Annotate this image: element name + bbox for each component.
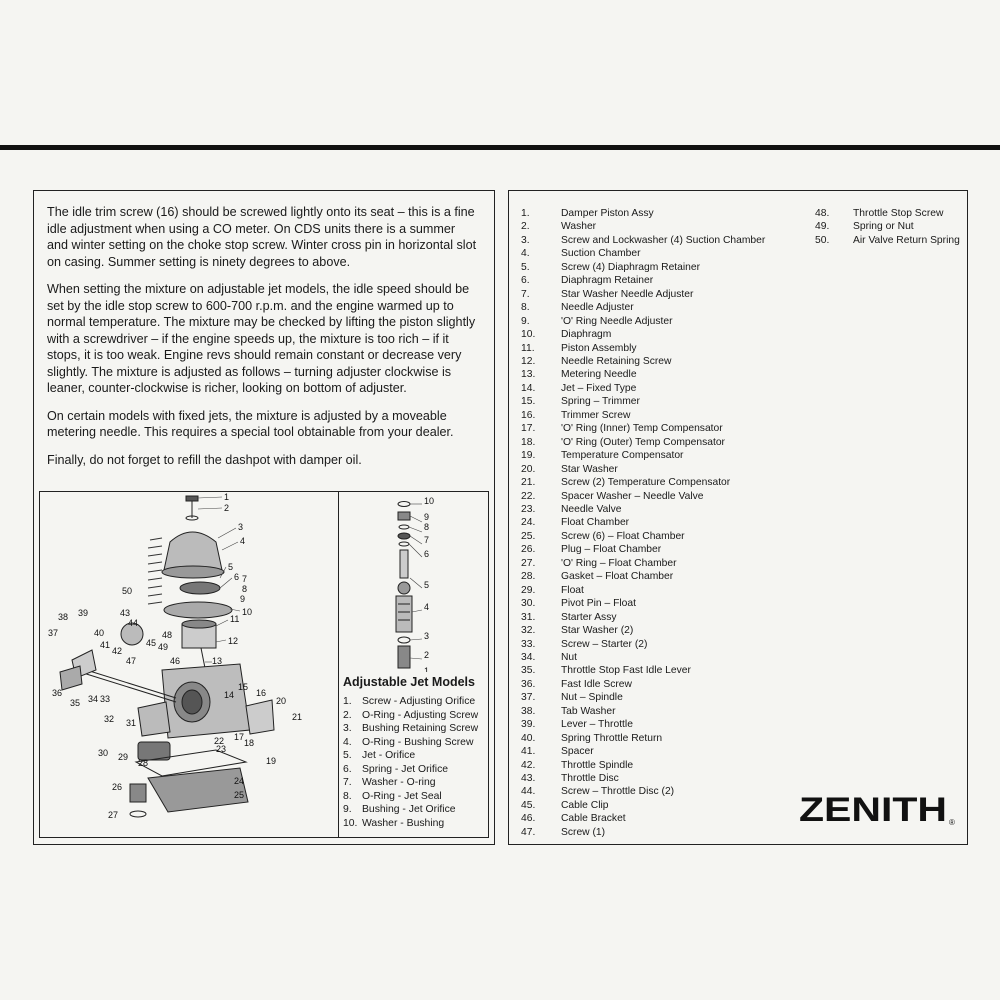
adjustable-jet-item <box>343 695 478 709</box>
part-description: 'O' Ring Needle Adjuster <box>561 315 673 327</box>
part-number: 12. <box>521 355 536 367</box>
callout-label: 7 <box>242 574 248 584</box>
part-number: 8. <box>521 302 530 314</box>
part-number: 34. <box>521 651 536 663</box>
parts-list-item <box>521 570 765 583</box>
part-description: Screw – Throttle Disc (2) <box>561 786 675 798</box>
parts-list-item <box>521 422 765 435</box>
parts-list-item <box>521 812 765 825</box>
part-number: 9. <box>521 315 530 327</box>
item-number: 9. <box>343 804 352 815</box>
part-description: Damper Piston Assy <box>561 208 654 219</box>
zenith-logo <box>799 787 959 829</box>
callout-label: 49 <box>158 642 169 652</box>
callout-label: 8 <box>242 584 248 594</box>
parts-list-item <box>521 436 765 449</box>
intro-text <box>47 204 479 479</box>
part-number: 35. <box>521 665 536 677</box>
part-description: 'O' Ring (Inner) Temp Compensator <box>561 423 723 435</box>
part-number: 19. <box>521 450 536 462</box>
part-number: 3. <box>521 234 530 246</box>
parts-list-item <box>521 301 765 314</box>
parts-list-item <box>521 328 765 341</box>
item-number: 3. <box>343 723 352 734</box>
parts-list-item <box>815 234 960 247</box>
callout-label: 40 <box>94 628 105 638</box>
parts-list-item <box>521 718 765 731</box>
callout-label: 18 <box>244 738 255 748</box>
part-description: Nut – Spindle <box>561 692 623 704</box>
part-description: Washer <box>561 221 597 233</box>
parts-list-item <box>521 274 765 287</box>
part-number: 29. <box>521 584 536 596</box>
logo-text: ZENITH <box>799 791 947 829</box>
parts-list-item <box>521 664 765 677</box>
parts-list-item <box>521 638 765 651</box>
part-number: 48. <box>815 208 830 219</box>
part-number: 32. <box>521 625 536 637</box>
parts-list-item <box>521 261 765 274</box>
part-description: Piston Assembly <box>561 342 637 354</box>
part-description: Star Washer (2) <box>561 625 634 637</box>
part-description: Cable Clip <box>561 799 609 811</box>
instructions-panel <box>33 190 495 845</box>
callout-label: 47 <box>126 656 137 666</box>
part-description: Throttle Disc <box>561 773 619 785</box>
callout-label: 13 <box>212 656 223 666</box>
parts-list-item <box>521 382 765 395</box>
callout-label: 3 <box>238 522 244 532</box>
callout-label: 48 <box>162 630 173 640</box>
part-description: Spring – Trimmer <box>561 396 640 408</box>
part-description: Screw – Starter (2) <box>561 638 648 650</box>
item-number: 4. <box>343 736 352 748</box>
part-number: 33. <box>521 638 536 650</box>
parts-list-item <box>521 745 765 758</box>
part-number: 15. <box>521 396 536 408</box>
part-number: 31. <box>521 611 536 623</box>
item-description: O-Ring - Adjusting Screw <box>362 709 479 721</box>
parts-list-item <box>521 678 765 691</box>
callout-label: 9 <box>240 594 246 604</box>
adjustable-jet-item <box>343 736 478 750</box>
parts-list-item <box>521 732 765 745</box>
part-description: Fast Idle Screw <box>561 678 632 690</box>
callout-label: 26 <box>112 782 123 792</box>
part-number: 44. <box>521 786 536 798</box>
part-description: Screw (1) <box>561 826 606 838</box>
part-number: 40. <box>521 732 536 744</box>
adjustable-jet-list <box>343 695 478 830</box>
part-description: Spring Throttle Return <box>561 732 663 744</box>
callout-label: 4 <box>240 536 246 546</box>
parts-list-item <box>521 207 765 220</box>
diagram-box <box>39 491 489 838</box>
callout-label: 21 <box>292 712 303 722</box>
parts-list-item <box>521 826 765 839</box>
callout-label: 3 <box>424 631 430 641</box>
part-number: 22. <box>521 490 536 502</box>
part-description: Cable Bracket <box>561 813 626 825</box>
item-number: 7. <box>343 777 352 788</box>
callout-label: 30 <box>98 748 109 758</box>
part-number: 37. <box>521 692 536 704</box>
callout-label: 42 <box>112 646 123 656</box>
callout-label: 10 <box>242 607 253 617</box>
parts-list-item <box>521 368 765 381</box>
adjustable-jet-panel <box>338 492 488 837</box>
part-description: Throttle Spindle <box>561 759 634 771</box>
part-description: Throttle Stop Screw <box>853 208 944 219</box>
part-number: 17. <box>521 423 536 435</box>
parts-list-item <box>521 220 765 233</box>
callout-label: 43 <box>120 608 131 618</box>
parts-list-item <box>521 516 765 529</box>
callout-label: 46 <box>170 656 181 666</box>
parts-list-item <box>521 691 765 704</box>
part-number: 20. <box>521 463 536 475</box>
intro-paragraph: When setting the mixture on adjustable jet models, the idle speed should be set by the idle stop screw to 600-700 r.p.m. and the engine warmed up to normal temperature. The mixture may be checked by lifting the piston slightly with a screwdriver – if the engine speeds up, the mixture is too rich – if it stops, it is too weak. Engine revs should remain constant or decrease very slightly. The mixture is adjusted as follows – turning adjuster clockwise is leaner, counter-clockwise is richer, looking on bottom of adjuster. <box>47 282 476 395</box>
callout-label: 50 <box>122 586 133 596</box>
item-description: Jet - Orifice <box>362 750 416 761</box>
parts-list-item <box>521 624 765 637</box>
intro-paragraph: The idle trim screw (16) should be screwed lightly onto its seat – this is a fine idle adjustment when using a CO meter. On CDS units there is a summer and winter setting on the choke stop screw. Winter cross pin in horizontal slot on casing. Summer setting is ninety degrees to above. <box>47 205 477 269</box>
part-description: Air Valve Return Spring <box>853 234 960 246</box>
part-number: 46. <box>521 813 536 825</box>
part-number: 38. <box>521 705 536 717</box>
item-number: 8. <box>343 790 352 802</box>
callout-label: 31 <box>126 718 137 728</box>
callout-label: 6 <box>424 549 430 559</box>
carburetor-exploded-view <box>40 492 339 837</box>
callout-label: 37 <box>48 628 59 638</box>
callout-label: 44 <box>128 618 139 628</box>
parts-list-item <box>521 503 765 516</box>
parts-list-item <box>815 207 960 220</box>
callout-label: 9 <box>424 512 430 522</box>
adjustable-jet-item <box>343 722 478 736</box>
parts-list-item <box>521 449 765 462</box>
callout-label: 28 <box>138 758 149 768</box>
part-number: 16. <box>521 409 536 421</box>
part-description: Needle Adjuster <box>561 302 634 314</box>
part-number: 13. <box>521 369 536 381</box>
part-description: Screw (6) – Float Chamber <box>561 530 685 542</box>
parts-list-item <box>521 476 765 489</box>
callout-label: 6 <box>234 572 240 582</box>
part-number: 7. <box>521 288 530 300</box>
part-description: Suction Chamber <box>561 248 641 260</box>
part-description: Screw (2) Temperature Compensator <box>561 477 731 489</box>
parts-list-item <box>521 530 765 543</box>
callout-label: 11 <box>230 614 240 624</box>
part-description: Screw (4) Diaphragm Retainer <box>561 261 701 273</box>
callout-label: 38 <box>58 612 69 622</box>
part-description: Lever – Throttle <box>561 719 633 731</box>
top-rule <box>0 145 1000 150</box>
parts-list-panel <box>508 190 968 845</box>
parts-list-item <box>521 785 765 798</box>
callout-label: 8 <box>424 522 430 532</box>
part-description: Metering Needle <box>561 369 637 381</box>
parts-list-item <box>521 611 765 624</box>
part-number: 23. <box>521 503 536 515</box>
part-description: Needle Valve <box>561 503 622 515</box>
callout-label: 4 <box>424 602 430 612</box>
callout-label: 1 <box>424 666 430 672</box>
registered-mark: ® <box>949 818 955 827</box>
callout-label: 10 <box>424 496 435 506</box>
parts-list-column-1 <box>521 207 765 839</box>
part-description: Float <box>561 584 584 596</box>
intro-paragraph: On certain models with fixed jets, the mixture is adjusted by a moveable metering needle. This requires a special tool obtainable from your dealer. <box>47 408 454 439</box>
parts-list-column-2 <box>815 207 960 247</box>
part-number: 27. <box>521 557 536 569</box>
part-description: Temperature Compensator <box>561 450 684 462</box>
part-number: 49. <box>815 221 830 233</box>
parts-list-item <box>521 651 765 664</box>
item-description: O-Ring - Jet Seal <box>362 790 442 802</box>
callout-label: 7 <box>424 535 430 545</box>
callout-label: 34 <box>88 694 99 704</box>
intro-paragraph: Finally, do not forget to refill the dashpot with damper oil. <box>47 452 362 467</box>
item-description: Spring - Jet Orifice <box>362 763 449 775</box>
callout-label: 36 <box>52 688 63 698</box>
parts-list-item <box>521 799 765 812</box>
adjustable-jet-item <box>343 817 478 831</box>
part-number: 25. <box>521 530 536 542</box>
part-number: 18. <box>521 436 536 448</box>
parts-list-item <box>521 490 765 503</box>
item-description: Washer - O-ring <box>362 777 436 788</box>
parts-list-item <box>521 759 765 772</box>
parts-list-item <box>521 355 765 368</box>
part-number: 5. <box>521 261 530 273</box>
parts-list-item <box>521 395 765 408</box>
part-description: Star Washer Needle Adjuster <box>561 288 694 300</box>
parts-list-item <box>521 557 765 570</box>
callout-label: 17 <box>234 732 245 742</box>
parts-list-item <box>815 220 960 233</box>
parts-list-item <box>521 342 765 355</box>
part-description: Float Chamber <box>561 517 630 529</box>
adjustable-jet-item <box>343 763 478 777</box>
part-description: Nut <box>561 651 578 663</box>
parts-list-item <box>521 234 765 247</box>
parts-list-item <box>521 543 765 556</box>
callout-label: 1 <box>224 492 230 502</box>
part-number: 28. <box>521 571 536 583</box>
item-description: Washer - Bushing <box>362 817 445 829</box>
part-number: 26. <box>521 544 536 556</box>
parts-list-item <box>521 288 765 301</box>
part-number: 24. <box>521 517 536 529</box>
callout-label: 2 <box>424 650 430 660</box>
part-description: Diaphragm <box>561 329 612 341</box>
part-description: Needle Retaining Screw <box>561 355 672 367</box>
callout-label: 25 <box>234 790 245 800</box>
callout-label: 24 <box>234 776 245 786</box>
callout-label: 15 <box>238 682 249 692</box>
adjustable-jet-item <box>343 709 478 723</box>
item-number: 6. <box>343 763 352 775</box>
callout-label: 16 <box>256 688 267 698</box>
adjustable-jet-item <box>343 790 478 804</box>
part-number: 43. <box>521 773 536 785</box>
item-description: Bushing - Jet Orifice <box>362 804 456 815</box>
part-description: Spacer Washer – Needle Valve <box>561 490 704 502</box>
adjustable-jet-item <box>343 803 478 817</box>
item-number: 2. <box>343 709 352 721</box>
callout-label: 19 <box>266 756 277 766</box>
part-description: Jet – Fixed Type <box>561 382 637 394</box>
part-number: 50. <box>815 234 830 246</box>
part-number: 47. <box>521 826 536 838</box>
adjustable-jet-item <box>343 749 478 763</box>
part-description: Screw and Lockwasher (4) Suction Chamber <box>561 234 766 246</box>
callout-label: 32 <box>104 714 115 724</box>
callout-label: 23 <box>216 744 227 754</box>
item-number: 10. <box>343 817 358 829</box>
part-description: Trimmer Screw <box>561 409 631 421</box>
item-number: 1. <box>343 696 352 707</box>
adjustable-jet-drawing <box>338 492 488 672</box>
part-description: Star Washer <box>561 463 618 475</box>
callout-label: 5 <box>228 562 234 572</box>
part-number: 10. <box>521 329 536 341</box>
parts-list-item <box>521 584 765 597</box>
part-number: 39. <box>521 719 536 731</box>
callout-label: 35 <box>70 698 81 708</box>
part-number: 21. <box>521 477 536 489</box>
part-number: 42. <box>521 759 536 771</box>
callout-label: 14 <box>224 690 235 700</box>
item-description: Bushing Retaining Screw <box>362 723 479 734</box>
part-number: 1. <box>521 208 530 219</box>
callout-label: 20 <box>276 696 287 706</box>
part-description: Throttle Stop Fast Idle Lever <box>561 665 691 677</box>
part-number: 2. <box>521 221 530 233</box>
part-description: Spring or Nut <box>853 221 914 233</box>
part-number: 45. <box>521 799 536 811</box>
carburetor-drawing <box>40 492 338 837</box>
item-description: Screw - Adjusting Orifice <box>362 696 476 707</box>
adjustable-jet-item <box>343 776 478 790</box>
parts-list-item <box>521 409 765 422</box>
part-number: 4. <box>521 248 530 260</box>
item-number: 5. <box>343 750 352 761</box>
parts-list-item <box>521 247 765 260</box>
part-number: 36. <box>521 678 536 690</box>
part-description: Gasket – Float Chamber <box>561 571 674 583</box>
part-description: Tab Washer <box>561 705 616 717</box>
part-description: Pivot Pin – Float <box>561 598 636 610</box>
part-number: 30. <box>521 598 536 610</box>
callout-label: 12 <box>228 636 239 646</box>
part-number: 14. <box>521 382 536 394</box>
parts-list-item <box>521 315 765 328</box>
parts-list-item <box>521 772 765 785</box>
callout-label: 39 <box>78 608 89 618</box>
part-number: 41. <box>521 746 536 758</box>
callout-label: 27 <box>108 810 119 820</box>
parts-list-item <box>521 463 765 476</box>
part-description: Starter Assy <box>561 611 617 623</box>
parts-list-item <box>521 597 765 610</box>
part-description: Diaphragm Retainer <box>561 275 654 287</box>
part-description: Plug – Float Chamber <box>561 544 662 556</box>
callout-label: 22 <box>214 736 225 746</box>
callout-label: 29 <box>118 752 129 762</box>
callout-label: 5 <box>424 580 430 590</box>
callout-label: 45 <box>146 638 157 648</box>
adjustable-jet-title: Adjustable Jet Models <box>343 675 475 689</box>
item-description: O-Ring - Bushing Screw <box>362 736 474 748</box>
callout-label: 33 <box>100 694 111 704</box>
part-description: Spacer <box>561 746 594 758</box>
callout-label: 2 <box>224 503 230 513</box>
parts-list-item <box>521 705 765 718</box>
part-description: 'O' Ring – Float Chamber <box>561 557 677 569</box>
part-number: 11. <box>521 342 535 354</box>
callout-label: 41 <box>100 640 111 650</box>
part-description: 'O' Ring (Outer) Temp Compensator <box>561 436 725 448</box>
part-number: 6. <box>521 275 530 287</box>
